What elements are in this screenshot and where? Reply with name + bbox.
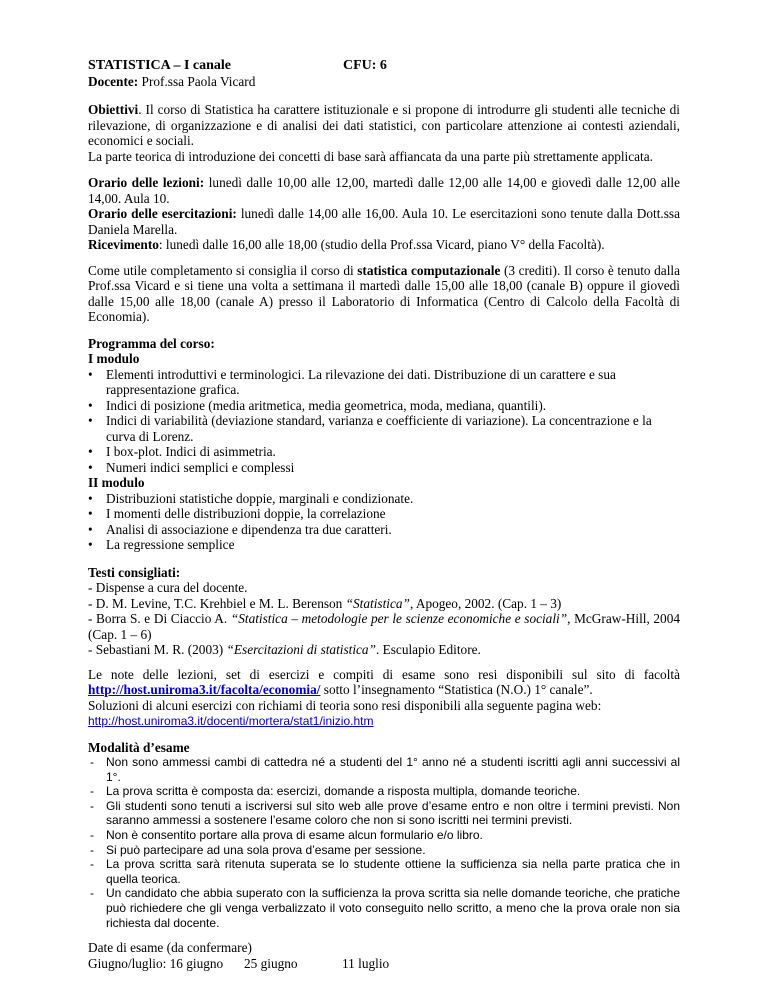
solutions-page-link[interactable]: http://host.uniroma3.it/docenti/mortera/stat1/inizio.htm	[88, 714, 374, 728]
office-hours-label: Ricevimento	[88, 237, 159, 252]
textbook-item	[88, 596, 680, 612]
list-item: • I momenti delle distribuzioni doppie, la correlazione	[88, 506, 680, 522]
list-item: • Indici di posizione (media aritmetica, media geometrica, moda, mediana, quantili).	[88, 398, 680, 414]
course-title: STATISTICA – I canale	[88, 58, 232, 73]
teacher-label: Docente:	[88, 73, 139, 89]
exercises-schedule	[88, 206, 680, 237]
exam-dates-row	[88, 956, 680, 972]
resources-solutions-text: Soluzioni di alcuni esercizi con richiami di teoria sono resi disponibili alla seguente pagina web:	[88, 697, 602, 713]
list-item: • Indici di variabilità (deviazione standard, varianza e coefficiente di variazione). La concentrazione e la curva di Lorenz.	[88, 413, 680, 444]
exercises-label: Orario delle esercitazioni:	[88, 206, 237, 221]
textbook-authors: - Borra S. e Di Ciaccio A.	[88, 611, 231, 626]
textbook-publisher: . Esculapio Editore.	[375, 642, 481, 657]
textbook-title: “Statistica – metodologie per le scienze economiche e sociali”	[230, 611, 568, 626]
list-item: • Numeri indici semplici e complessi	[88, 460, 680, 476]
list-item: - Si può partecipare ad una sola prova d’esame per sessione.	[88, 843, 680, 858]
textbook-title: “Esercitazioni di statistica”	[226, 642, 376, 657]
objectives-note: La parte teorica di introduzione dei concetti di base sarà affiancata da una parte più strettamente applicata.	[88, 148, 653, 164]
objectives-text: . Il corso di Statistica ha carattere istituzionale e si propone di introdurre gli studenti alle tecniche di rilevazione, di organizzazione e di analisi dei dati statistici, con particolare attenzione ai contesti aziendali, economici e sociali.	[88, 102, 680, 148]
resources-text-b: sotto l’insegnamento “Statistica (N.O.) 1° canale”.	[320, 682, 593, 697]
course-teacher	[88, 74, 680, 90]
resources-text-a: Le note delle lezioni, set di esercizi e compiti di esame sono resi disponibili sul sito di facoltà	[88, 666, 680, 682]
textbook-item	[88, 642, 680, 658]
list-item: - La prova scritta è composta da: esercizi, domande a risposta multipla, domande teoriche.	[88, 784, 680, 799]
exam-rules-list	[88, 755, 680, 930]
computational-text-b: (3 crediti). Il corso è tenuto dalla Prof.ssa Vicard e si tiene una volta a settimana il martedì dalle 15,00 alle 18,00 (canale B) oppure il giovedì dalle 15,00 alle 18,00 (canale A) presso il Laboratorio di Informatica (Centro di Calcolo della Facoltà di Economia).	[88, 262, 680, 324]
textbook-title: “Statistica”	[345, 595, 410, 611]
lessons-text: lunedì dalle 10,00 alle 12,00, martedì dalle 12,00 alle 14,00 e giovedì dalle 12,00 alle 14,00. Aula 10.	[88, 175, 681, 206]
textbook-authors: - D. M. Levine, T.C. Krehbiel e M. L. Berenson	[88, 595, 346, 611]
lessons-label: Orario delle lezioni:	[88, 175, 205, 190]
computational-text-a: Come utile completamento si consiglia il corso di	[88, 262, 358, 278]
list-item: - Gli studenti sono tenuti a iscriversi sul sito web alle prove d’esame entro e non oltre i termini previsti. Non saranno ammessi a sostenere l’esame coloro che non si sono iscritti nei termini previsti.	[88, 799, 680, 828]
module-2-title: II modulo	[88, 475, 145, 490]
exam-date: 11 luglio	[342, 955, 390, 971]
exam-date: Giugno/luglio: 16 giugno	[88, 955, 224, 971]
objectives-paragraph	[88, 102, 680, 149]
exam-dates-title: Date di esame (da confermare)	[88, 940, 252, 956]
textbook-publisher: , Apogeo, 2002. (Cap. 1 – 3)	[409, 595, 562, 611]
textbooks-title: Testi consigliati:	[88, 564, 181, 580]
module-1-list	[88, 367, 680, 476]
list-item: - Non sono ammessi cambi di cattedra né a studenti del 1° anno né a studenti iscritti agli anni successivi al 1°.	[88, 755, 680, 784]
textbook-item	[88, 611, 680, 642]
program-title: Programma del corso:	[88, 335, 215, 351]
course-header	[88, 58, 680, 74]
exercises-text: lunedì dalle 14,00 alle 16,00. Aula 10. Le esercitazioni sono tenute dalla Dott.ssa Daniela Marella.	[88, 206, 680, 237]
course-cfu: CFU: 6	[343, 58, 387, 73]
lessons-schedule	[88, 175, 680, 206]
textbook-item: - Dispense a cura del docente.	[88, 580, 248, 595]
office-hours	[88, 237, 680, 253]
module-1-title: I modulo	[88, 351, 140, 366]
exam-rules-title: Modalità d’esame	[88, 739, 190, 755]
list-item: • Analisi di associazione e dipendenza tra due caratteri.	[88, 522, 680, 538]
textbook-publisher: , McGraw-Hill, 2004 (Cap. 1 – 6)	[88, 611, 680, 642]
list-item: • I box-plot. Indici di asimmetria.	[88, 444, 680, 460]
resources-paragraph	[88, 667, 680, 698]
computational-course-paragraph	[88, 263, 680, 325]
teacher-name: Prof.ssa Paola Vicard	[141, 73, 256, 89]
list-item: • Elementi introduttivi e terminologici. La rilevazione dei dati. Distribuzione di un carattere e sua rappresentazione grafica.	[88, 367, 680, 398]
faculty-site-link[interactable]: http://host.uniroma3.it/facolta/economia/	[88, 682, 321, 697]
textbook-authors: - Sebastiani M. R. (2003)	[88, 642, 227, 657]
list-item: • Distribuzioni statistiche doppie, marginali e condizionate.	[88, 491, 680, 507]
list-item: - Un candidato che abbia superato con la sufficienza la prova scritta sia nelle domande teoriche, che pratiche può richiedere che gli venga verbalizzato il voto conseguito nello scritto, a meno che la prova orale non sia richiesta dal docente.	[88, 886, 680, 930]
objectives-label: Obiettivi	[88, 102, 139, 117]
list-item: - La prova scritta sarà ritenuta superata se lo studente ottiene la sufficienza sia nella parte pratica che in quella teorica.	[88, 857, 680, 886]
document-page	[88, 58, 680, 971]
module-2-list	[88, 491, 680, 553]
computational-course-name: statistica computazionale	[357, 262, 501, 278]
office-hours-text: : lunedì dalle 16,00 alle 18,00 (studio della Prof.ssa Vicard, piano V° della Facoltà).	[158, 237, 605, 252]
list-item: - Non è consentito portare alla prova di esame alcun formulario e/o libro.	[88, 828, 680, 843]
list-item: • La regressione semplice	[88, 537, 680, 553]
exam-date: 25 giugno	[244, 955, 298, 971]
